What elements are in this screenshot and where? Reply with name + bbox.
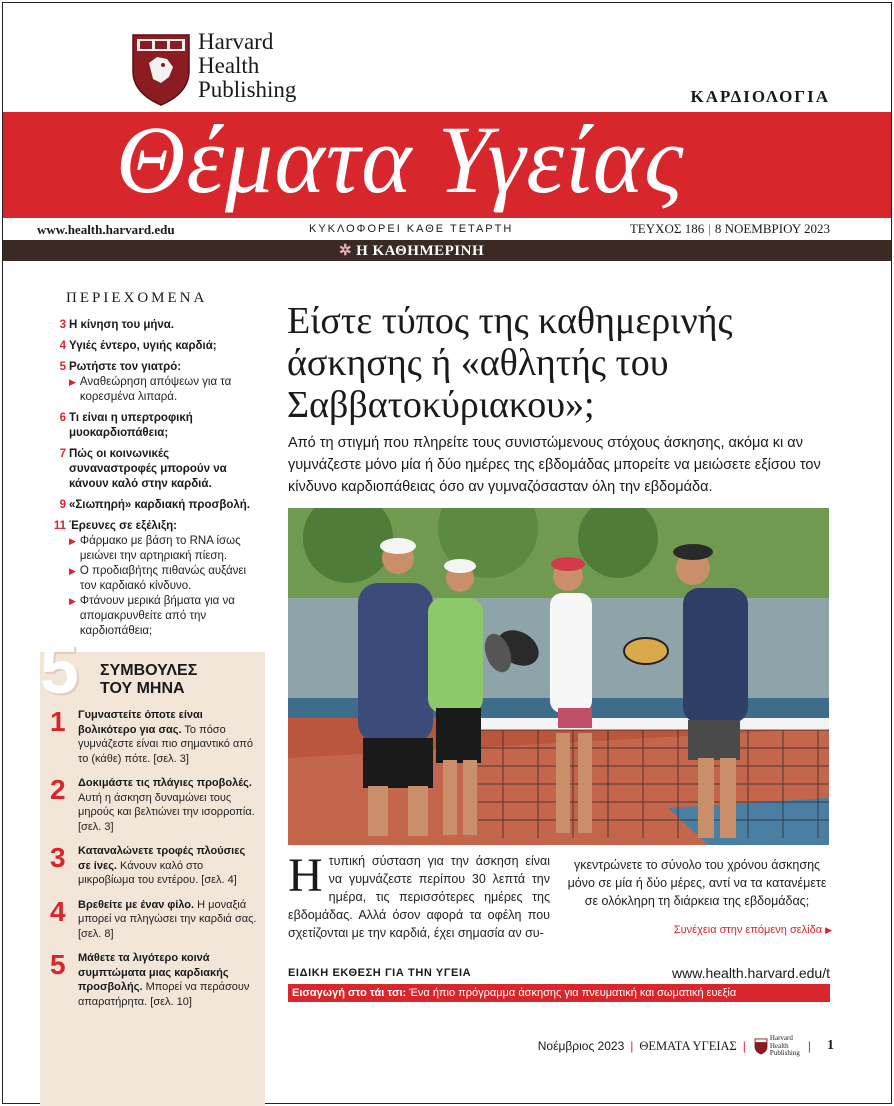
tip-item	[50, 951, 260, 1009]
magazine-title: Θέματα Υγείας	[116, 106, 685, 213]
contents-item-body	[69, 360, 250, 405]
tip-number: 4	[50, 895, 66, 927]
tip-bold: Γυμναστείτε όποτε είναι βολικότερο για σας.	[78, 709, 203, 736]
contents-item-body	[69, 339, 250, 354]
publisher-line-3: Publishing	[198, 77, 297, 102]
tips-list	[50, 708, 260, 1019]
contents-item-body	[69, 519, 250, 639]
contents-subitem-text: Αναθεώρηση απόψεων για τα κορεσμένα λιπαρά.	[79, 376, 232, 403]
tip-number: 3	[50, 842, 66, 873]
contents-subitem-text: Ο προδιαβήτης πιθανώς αυξάνει τον καρδιακό κίνδυνο.	[79, 565, 247, 592]
footer-separator: |	[630, 1039, 634, 1054]
contents-subitem	[69, 375, 250, 405]
tip-bold: Καταναλώνετε τροφές πλούσιες σε ίνες.	[78, 845, 246, 872]
contents-item[interactable]	[50, 447, 250, 492]
tips-number: 5	[40, 630, 79, 708]
contents-item-title: Η κίνηση του μήνα.	[69, 319, 175, 331]
tip-detail: Αυτή η άσκηση δυναμώνει τους μηρούς και βελτιώνει την ισορροπία. [σελ. 3]	[78, 791, 255, 833]
tip-text	[78, 898, 260, 942]
contents-item[interactable]	[50, 498, 250, 513]
article-deck: Από τη στιγμή που πληρείτε τους συνιστώμενους στόχους άσκησης, ακόμα κι αν γυμνάζεστε μόνο μία ή δύο ημέρες της εβδομάδας μπορείτε να μειώσετε εξίσου τον κίνδυνο καρδιοπάθειας όσο αν γυμναζόσασταν όλη την εβδομάδα.	[288, 435, 821, 495]
contents-item-title: Έρευνες σε εξέλιξη:	[69, 520, 177, 532]
contents-item-title: Πώς οι κοινωνικές συναναστροφές μπορούν να κάνουν καλό στην καρδιά.	[69, 448, 227, 490]
footer-logo-line-2: Health	[769, 1041, 789, 1050]
contents-item-title: Υγιές έντερο, υγιής καρδιά;	[69, 340, 217, 352]
tip-text	[78, 844, 260, 888]
publisher-line-2: Health	[198, 53, 260, 78]
tip-detail: Το πόσο γυμνάζεστε είναι πιο σημαντικό από το (κάθε) πότε. [σελ. 3]	[78, 723, 253, 765]
footer-logo-line-1: Harvard	[769, 1034, 793, 1042]
contents-item-title: «Σιωπηρή» καρδιακή προσβολή.	[69, 499, 251, 511]
contents-page-number: 4	[59, 340, 66, 352]
contents-subitem-text: Φτάνουν μερικά βήματα για να απομακρυνθείτε από την καρδιοπάθεια;	[79, 595, 235, 637]
contents-list	[50, 318, 250, 645]
bullet-arrow-icon: ▶	[69, 377, 76, 387]
article-photo	[288, 508, 829, 845]
contents-title: ΠΕΡΙΕΧΟΜΕΝΑ	[66, 290, 208, 306]
footer-logo-text	[770, 1035, 800, 1058]
publisher-logo-text	[198, 30, 296, 102]
tip-item	[50, 776, 260, 834]
issue-separator: |	[708, 221, 711, 236]
special-report-label: ΕΙΔΙΚΗ ΕΚΘΕΣΗ ΓΙΑ ΤΗΝ ΥΓΕΙΑ	[288, 967, 472, 979]
publisher-line-1: Harvard	[198, 29, 274, 54]
tips-title-line-1: ΣΥΜΒΟΥΛΕΣ	[100, 662, 198, 679]
page-footer	[538, 1035, 834, 1058]
bullet-arrow-icon: ▶	[69, 596, 76, 606]
bullet-arrow-icon: ▶	[69, 566, 76, 576]
article-body-col-1	[288, 849, 550, 942]
pickleball-players-image	[288, 508, 829, 845]
partner-name: Η ΚΑΘΗΜΕΡΙΝΗ	[356, 243, 485, 259]
section-label: ΚΑΡΔΙΟΛΟΓΙΑ	[690, 87, 830, 106]
contents-item-body	[69, 447, 250, 492]
continue-arrow-icon: ▶	[825, 925, 832, 935]
issue-date: 8 ΝΟΕΜΒΡΙΟΥ 2023	[714, 221, 830, 236]
contents-item-body	[69, 411, 250, 441]
site-url[interactable]: www.health.harvard.edu	[37, 222, 175, 237]
intro-bold: Εισαγωγή στο τάι τσι:	[292, 987, 407, 999]
contents-page-number: 7	[59, 448, 66, 460]
tip-number: 1	[50, 706, 66, 737]
contents-item-title: Τι είναι η υπερτροφική μυοκαρδιοπάθεια;	[69, 412, 193, 439]
partner-logo	[339, 241, 484, 260]
contents-item[interactable]	[50, 360, 250, 405]
tip-item	[50, 895, 260, 942]
contents-item[interactable]	[50, 519, 250, 639]
contents-item[interactable]	[50, 318, 250, 333]
contents-page-number: 9	[59, 499, 66, 511]
tips-title	[100, 662, 197, 698]
footer-logo	[754, 1035, 800, 1058]
tip-text	[78, 776, 260, 834]
article-body-text-1: τυπική σύσταση για την άσκηση είναι να γυμνάζεστε περίπου 30 λεπτά την ημέρα, τις περισσότερες ημέρες της εβδομάδας. Αλλά όσον αφορά τα οφέλη που σχετίζονται με την καρδιά, έχει σημασία αν συ-	[288, 854, 550, 940]
bullet-arrow-icon: ▶	[69, 536, 76, 546]
contents-item-title: Ρωτήστε τον γιατρό:	[69, 361, 182, 373]
harvard-shield-icon	[131, 33, 191, 107]
tip-item	[50, 708, 260, 766]
contents-page-number: 3	[59, 319, 66, 331]
footer-month: Νοέμβριος 2023	[537, 1039, 625, 1054]
intro-text: Ένα ήπιο πρόγραμμα άσκησης για πνευματική και σωματική ευεξία	[406, 987, 737, 999]
contents-item[interactable]	[50, 339, 250, 354]
tip-detail: Κάνουν καλό στο μικροβίωμα του εντέρου. [σελ. 4]	[78, 859, 237, 886]
contents-item-body	[69, 318, 250, 333]
partner-mark-icon: ✲	[339, 243, 353, 259]
footer-magazine: ΘΕΜΑΤΑ ΥΓΕΙΑΣ	[639, 1038, 737, 1053]
tip-item	[50, 844, 260, 888]
contents-item-body	[69, 498, 250, 513]
footer-separator: |	[742, 1039, 746, 1054]
tip-bold: Μάθετε τα λιγότερο κοινά συμπτώματα μιας καρδιακής προσβολής.	[78, 952, 229, 993]
tip-bold: Δοκιμάστε τις πλάγιες προβολές.	[78, 777, 252, 789]
footer-shield-icon	[754, 1038, 768, 1055]
article-body-col-2: γκεντρώνετε το σύνολο του χρόνου άσκησης μόνο σε μία ή δύο μέρες, αντί να τα κατανέμετε σε ολόκληρη τη διάρκεια της εβδομάδας;	[567, 858, 827, 908]
tip-text	[78, 951, 260, 1009]
dropcap: Η	[288, 849, 323, 902]
article-headline: Είστε τύπος της καθημερινής άσκησης ή «αθλητής του Σαββατοκύριακου»;	[287, 300, 733, 426]
continued-label: Συνέχεια στην επόμενη σελίδα	[673, 924, 823, 936]
issue-info	[630, 221, 830, 237]
contents-subitem	[69, 534, 250, 564]
continued-link[interactable]	[674, 924, 832, 936]
tip-detail: Η μοναξιά μπορεί να πληγώσει την καρδιά σας. [σελ. 8]	[78, 898, 257, 940]
tip-number: 2	[50, 774, 66, 805]
contents-item[interactable]	[50, 411, 250, 441]
tips-title-line-2: ΤΟΥ ΜΗΝΑ	[100, 680, 185, 697]
contents-page-number: 11	[53, 520, 66, 532]
special-report-row	[288, 965, 830, 985]
issue-number: ΤΕΥΧΟΣ 186	[629, 221, 705, 236]
page-number: 1	[827, 1038, 834, 1054]
tip-bold: Βρεθείτε με έναν φίλο.	[78, 898, 195, 911]
contents-subitem	[69, 594, 250, 639]
special-report-url[interactable]: www.health.harvard.edu/t	[672, 965, 830, 981]
contents-subitem	[69, 564, 250, 594]
publication-frequency: ΚΥΚΛΟΦΟΡΕΙ ΚΑΘΕ ΤΕΤΑΡΤΗ	[309, 223, 514, 235]
footer-separator: |	[807, 1039, 811, 1054]
contents-page-number: 5	[59, 361, 66, 373]
contents-page-number: 6	[59, 412, 66, 424]
tip-number: 5	[50, 949, 66, 980]
special-report-intro	[288, 985, 830, 1002]
tip-detail: Μπορεί να περάσουν απαρατήρητα. [σελ. 10]	[78, 981, 250, 1008]
tip-text	[78, 708, 260, 766]
footer-logo-line-3: Publishing	[769, 1049, 800, 1057]
contents-subitem-text: Φάρμακο με βάση το RNA ίσως μειώνει την αρτηριακή πίεση.	[79, 535, 241, 562]
